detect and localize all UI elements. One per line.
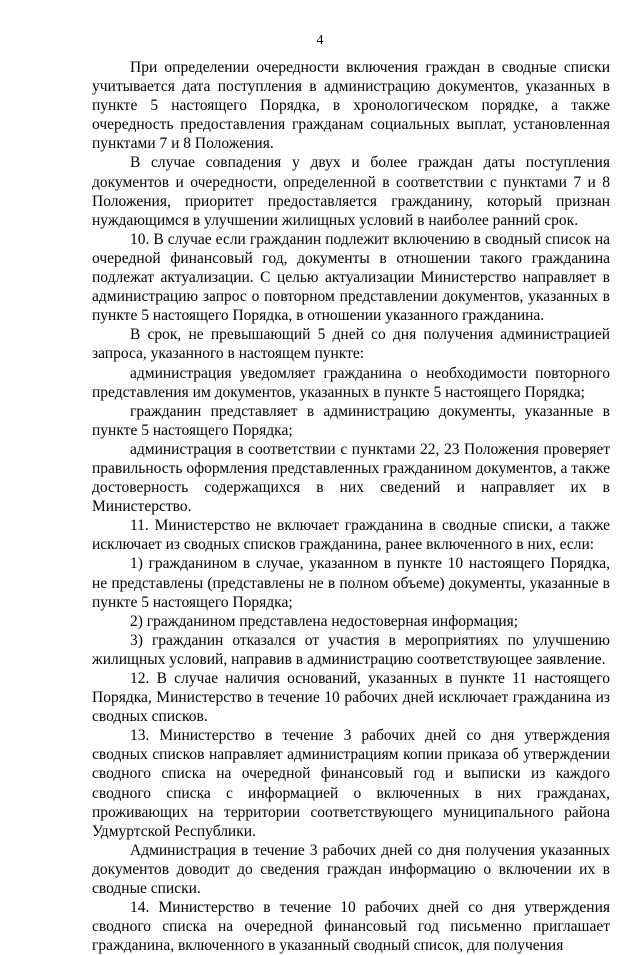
paragraph-10: 2) гражданином представлена недостоверная информация; — [130, 612, 519, 630]
paragraph-2: В случае совпадения у двух и более граждан даты поступления документов и очередности, определенной в соответствии с пунктами 7 и 8 Положения, приоритет предоставляется гражданину, который признан нуждающимся в улучшении жилищных условий в наиболее ранний срок. — [92, 154, 610, 229]
paragraph-3: 10. В случае если гражданин подлежит включению в сводный список на очередной финансовый год, документы в отношении такого гражданина подлежат актуализации. С целью актуализации Министерство направляет в администрацию запрос о повторном представлении документов, указанных в пункте 5 настоящего Порядка, в отношении указанного гражданина. — [92, 230, 610, 325]
paragraph-5: администрация уведомляет гражданина о необходимости повторного представления им документов, указанных в пункте 5 настоящего Порядка; — [92, 364, 610, 401]
paragraph-1: При определении очередности включения граждан в сводные списки учитывается дата поступления в администрацию документов, указанных в пункте 5 настоящего Порядка, в хронологическом порядке, а также очередность предоставления гражданам социальных выплат, установленная пунктами 7 и 8 Положения. — [92, 59, 610, 153]
paragraph-8: 11. Министерство не включает гражданина в сводные списки, а также исключает из сводных списков гражданина, ранее включенного в них, если: — [92, 517, 610, 554]
paragraph-7: администрация в соответствии с пунктами 22, 23 Положения проверяет правильность оформления представленных гражданином документов, а также достоверность содержащихся в них сведений и направляет их в Министерство. — [92, 440, 610, 516]
document-body — [92, 58, 610, 955]
paragraph-13: 13. Министерство в течение 3 рабочих дней со дня утверждения сводных списков направляет администрациям копии приказа об утверждении сводного списка на очередной финансовый год и выписки из каждого сводного списка с информацией о включенных в них гражданах, проживающих на территории соответствующего муниципального района Удмуртской Республики. — [92, 727, 610, 840]
paragraph-9: 1) гражданином в случае, указанном в пункте 10 настоящего Порядка, не представлены (представлены не в полном объеме) документы, указанные в пункте 5 настоящего Порядка; — [92, 555, 610, 611]
page-number: 4 — [316, 33, 324, 48]
paragraph-12: 12. В случае наличия оснований, указанных в пункте 11 настоящего Порядка, Министерство в течение 10 рабочих дней исключает гражданина из сводных списков. — [92, 670, 610, 726]
paragraph-4: В срок, не превышающий 5 дней со дня получения администрацией запроса, указанного в настоящем пункте: — [92, 326, 610, 363]
paragraph-11: 3) гражданин отказался от участия в мероприятиях по улучшению жилищных условий, направив в администрацию соответствующее заявление. — [92, 631, 610, 668]
paragraph-14: Администрация в течение 3 рабочих дней со дня получения указанных документов доводит до сведения граждан информацию о включении их в сводные списки. — [92, 841, 610, 898]
paragraph-15: 14. Министерство в течение 10 рабочих дней со дня утверждения сводного списка на очередной финансовый год письменно приглашает гражданина, включенного в указанный сводный список, для получения — [92, 899, 610, 955]
paragraph-6: гражданин представляет в администрацию документы, указанные в пункте 5 настоящего Порядка; — [92, 402, 610, 439]
